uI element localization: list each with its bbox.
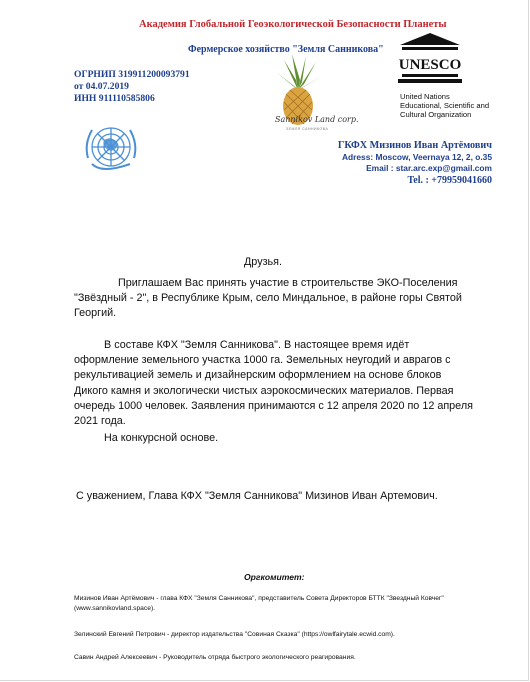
contact-phone: Tel. : +79959041660 — [407, 175, 492, 186]
letter-closing: С уважением, Глава КФХ "Земля Санникова" Мизинов Иван Артемович. — [76, 490, 438, 502]
logo-subcaption: ЗЕМЛЯ САННИКОВА — [286, 127, 329, 131]
letter-paragraph-3 — [74, 431, 474, 446]
contact-address: Adress: Moscow, Veernaya 12, 2, o.35 — [341, 152, 492, 162]
letter-greeting: Друзья. — [244, 256, 283, 268]
contact-block — [338, 139, 492, 187]
un-emblem-icon — [80, 118, 142, 180]
unesco-temple-icon — [398, 33, 462, 85]
unesco-line-3: Cultural Organization — [400, 110, 472, 119]
committee-member-1: Мизинов Иван Артёмович - глава КФХ "Земля Санникова", представитель Совета Директоров БТТК "Звездный Ковчег" (www.sannikovland.space). — [74, 595, 444, 612]
unesco-caption — [400, 92, 489, 119]
letter-paragraph-1 — [74, 276, 474, 322]
committee-title: Оргкомитет: — [244, 572, 305, 582]
committee-member-3: Савин Андрей Алексеевич - Руководитель отряда быстрого экологического реагирования. — [74, 654, 356, 661]
unesco-line-2: Educational, Scientific and — [400, 101, 490, 110]
letter-paragraph-2 — [74, 338, 474, 429]
unesco-letters: UNESCO — [398, 57, 462, 73]
contact-name: ГКФХ Мизинов Иван Артёмович — [337, 140, 492, 151]
academy-title: Академия Глобальной Геоэкологической Безопасности Планеты — [139, 19, 447, 30]
inn-line: ИНН 911110585806 — [74, 93, 155, 104]
unesco-line-1: United Nations — [400, 92, 450, 101]
ogrnip-line: ОГРНИП 319911200093791 — [74, 69, 190, 80]
farm-name: Фермерское хозяйство "Земля Санникова" — [188, 44, 384, 55]
logo-caption: Sannikov Land corp. — [275, 115, 359, 124]
registration-ids — [74, 69, 190, 105]
letter-paragraph-3-text: На конкурсной основе. — [104, 432, 219, 444]
committee-member-2: Зелинский Евгений Петрович - директор издательства "Совиная Сказка" (https://owlfairytale.ecwid.com). — [74, 631, 395, 638]
contact-email: Email : star.arc.exp@gmail.com — [366, 163, 492, 173]
date-line: от 04.07.2019 — [74, 81, 129, 92]
letter-paragraph-2-text: В составе КФХ "Земля Санникова". В настоящее время идёт оформление земельного участка 1000 га. Земельных неугодий и аврагов с рекультивацией земель и дизайнерским оформлением на основе блоков Дикого камня и экологически чистых аэрокосмических материалов. Первая очередь 1000 человек. Заявления принимаются с 12 апреля 2020 по 12 апреля 2021 года. — [74, 339, 473, 428]
letter-paragraph-1-text: Приглашаем Вас принять участие в строительстве ЭКО-Поселения "Звёздный - 2", в Республике Крым, село Миндальное, в районе горы Святой Георгий. — [74, 277, 462, 320]
